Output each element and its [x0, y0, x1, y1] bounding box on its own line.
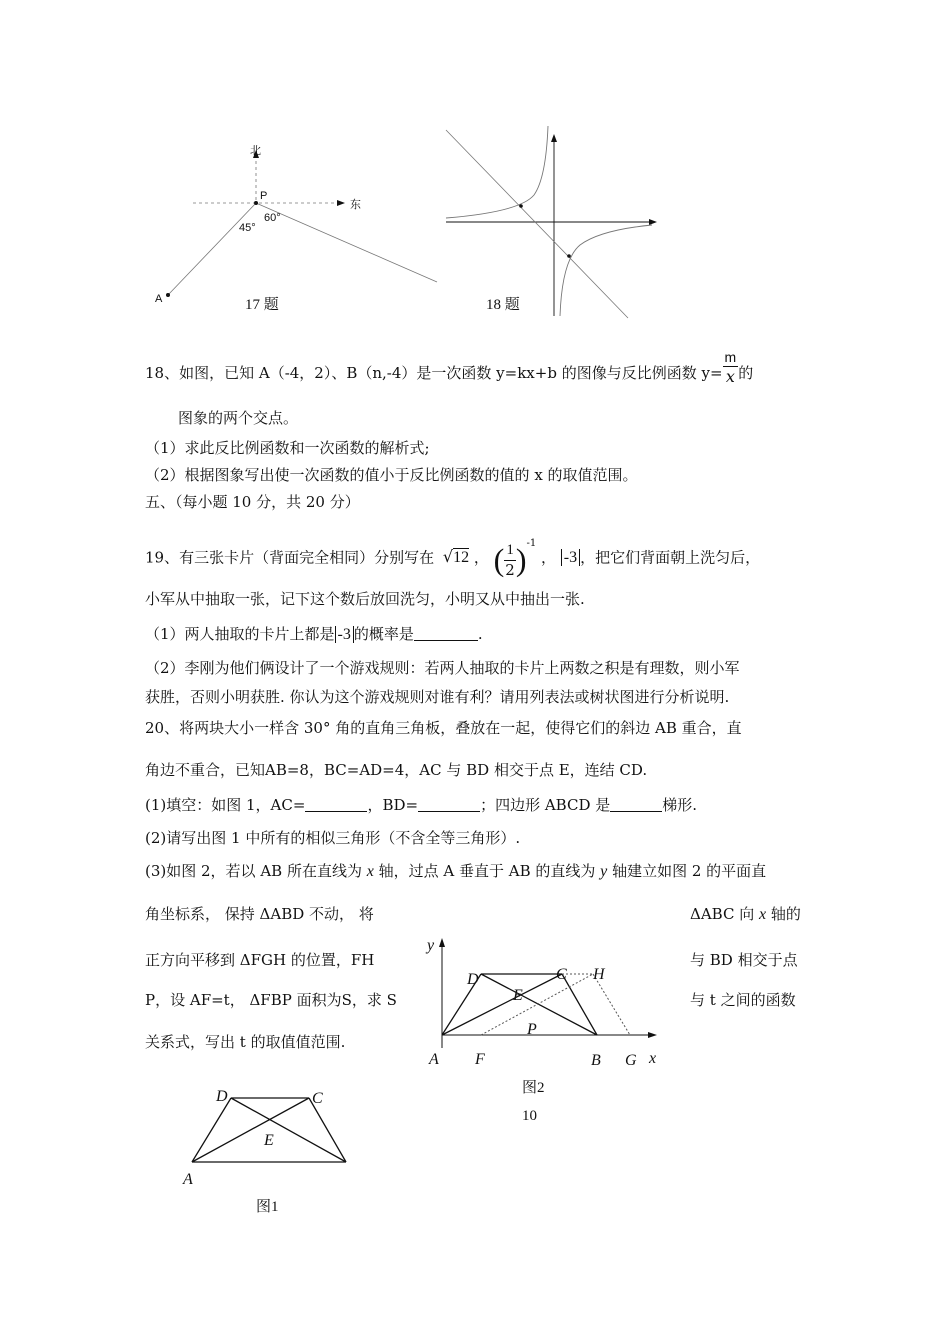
point-a-label: A [155, 293, 163, 305]
q19-line2: 小军从中抽取一张，记下这个数后放回洗匀，小明又从中抽出一张. [145, 590, 585, 608]
q19-part1-abs: -3 [335, 626, 354, 643]
q19-line1: 19、有三张卡片（背面完全相同）分别写在 √12 ， ( $\frac{1}{2}$ )$^{-1}$ ， -3 ，把它们背面朝上洗匀后， [145, 538, 761, 579]
q20-line2: 角边不重合，已知AB=8，BC=AD=4，AC 与 BD 相交于点 E，连结 CD. [145, 761, 648, 779]
q19-part1-a: （1）两人抽取的卡片上都是 [145, 625, 335, 643]
q20-part3-line3-left: 正方向平移到 ΔFGH 的位置，FH [145, 951, 375, 969]
x-var-2: x [759, 906, 767, 923]
fig2-d-label: D [467, 971, 479, 988]
q18-frac-den: x [725, 366, 735, 386]
fig1-d-label: D [216, 1088, 228, 1105]
q20-p3-l2ra: ΔABC 向 [690, 905, 755, 923]
q20-p3-l1c: 轴建立如图 2 的平面直 [612, 862, 767, 880]
q20-p3-l1a: (3)如图 2，若以 AB 所在直线为 [145, 862, 362, 880]
fig2-c-label: C [556, 966, 567, 983]
q18-part2: （2）根据图象写出使一次函数的值小于反比例函数的值的 x 的取值范围。 [145, 466, 638, 484]
q20-p1-b: ，BD= [367, 796, 419, 814]
half-power-expression: ( $\frac{1}{2}$ )$^{-1}$ [493, 538, 537, 579]
fig1-e-label: E [264, 1132, 274, 1149]
fig2-b-label: B [591, 1052, 601, 1069]
fig2-x-label: x [649, 1050, 657, 1067]
q20-part3-line3-right: 与 BD 相交于点 [690, 951, 798, 969]
q19-part2-line1: （2）李刚为他们俩设计了一个游戏规则：若两人抽取的卡片上两数之积是有理数，则小军 [145, 659, 740, 677]
angle-45-label: 45° [239, 222, 256, 234]
q18-line2: 图象的两个交点。 [178, 409, 299, 427]
q18-part1: （1）求此反比例函数和一次函数的解析式; [145, 439, 430, 457]
figure-1-caption: 图1 [256, 1199, 279, 1215]
q20-part3-line4-left: P，设 AF=t， ΔFBP 面积为S，求 S [145, 991, 397, 1009]
q20-p3-l1b: 轴，过点 A 垂直于 AB 的直线为 [378, 862, 596, 880]
fig2-y-label: y [427, 937, 435, 954]
q20-line1: 20、将两块大小一样含 30° 角的直角三角板，叠放在一起，使得它们的斜边 AB 重合，直 [145, 719, 742, 737]
q19-line1-b: ，把它们背面朝上洗匀后， [580, 548, 761, 567]
sqrt-value: 12 [453, 549, 470, 567]
angle-60-label: 60° [264, 212, 281, 224]
east-label: 东 [350, 199, 361, 211]
fig2-f-label: F [475, 1051, 485, 1068]
figure-18-caption: 18 题 [486, 297, 520, 313]
q19-part1-b: 的概率是 [353, 625, 414, 643]
x-var: x [366, 863, 374, 880]
section-5-heading: 五、（每小题 10 分，共 20 分） [145, 493, 360, 511]
y-var: y [600, 863, 608, 880]
fig2-p-label: P [527, 1021, 537, 1038]
q19-line1-a: 19、有三张卡片（背面完全相同）分别写在 [145, 548, 435, 567]
fig2-g-label: G [625, 1052, 637, 1069]
q20-part3-line4-right: 与 t 之间的函数 [690, 991, 796, 1009]
q18-frac-num: m [724, 348, 737, 365]
exponent: -1 [526, 538, 537, 549]
north-label: 北 [250, 145, 261, 157]
q20-p1-d: 梯形. [662, 796, 698, 814]
q20-p1-a: (1)填空：如图 1，AC= [145, 796, 306, 814]
page-number: 10 [522, 1108, 537, 1124]
q20-p1-c: ；四边形 ABCD 是 [480, 796, 611, 814]
q18-line1-end: 的 [738, 364, 754, 382]
q18-text: 18、如图，已知 A（-4，2）、B（n,-4）是一次函数 y=kx+b 的图像与反比例函数 y= [145, 364, 723, 382]
fig2-e-label: E [513, 987, 523, 1004]
q19-part1-c: . [477, 625, 483, 643]
point-p-label: P [260, 190, 268, 202]
sqrt-expression: √12 [442, 547, 470, 567]
fig2-a-label: A [429, 1051, 439, 1068]
q20-part2: (2)请写出图 1 中所有的相似三角形（不含全等三角形）. [145, 829, 521, 847]
figure-2-caption: 图2 [522, 1080, 545, 1096]
q19-part2-line2: 获胜，否则小明获胜. 你认为这个游戏规则对谁有利？请用列表法或树状图进行分析说明. [145, 688, 730, 706]
q20-p3-l2rb: 轴的 [770, 905, 801, 923]
fig1-a-label: A [183, 1171, 193, 1188]
q20-part3-line5: 关系式，写出 t 的取值值范围. [145, 1033, 346, 1051]
fig1-c-label: C [312, 1090, 323, 1107]
half-num: 1 [504, 543, 516, 561]
figure-17-caption: 17 题 [245, 297, 279, 313]
abs-value-expression: -3 [561, 549, 580, 566]
fig2-h-label: H [593, 966, 605, 983]
q20-part3-line2-left: 角坐标系， 保持 ΔABD 不动， 将 [145, 905, 374, 923]
half-den: 2 [505, 560, 515, 579]
